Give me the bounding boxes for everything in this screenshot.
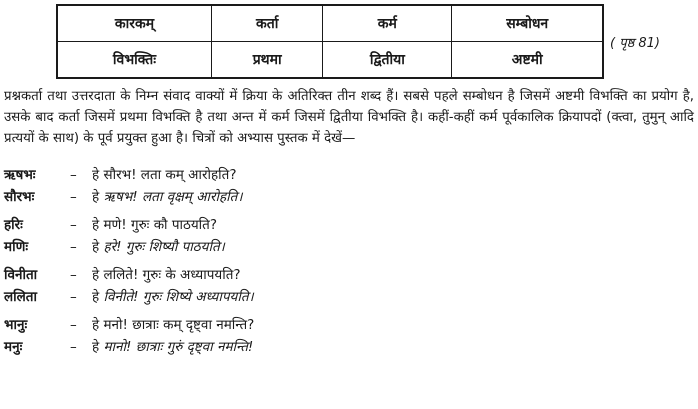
page-reference: ( पृष्ठ 81) — [610, 36, 660, 51]
dash: – — [70, 267, 77, 283]
dash: – — [70, 167, 77, 183]
answer-prefix: हे — [92, 189, 100, 205]
dialogue-list — [4, 164, 694, 364]
table-cell: अष्टमी — [452, 42, 603, 79]
question-line — [4, 264, 694, 286]
question-text: हे सौरभ! लता कम् आरोहति? — [92, 167, 237, 183]
speaker-name: ललिता — [4, 289, 37, 305]
table-header-row — [57, 5, 603, 42]
table-cell: द्वितीया — [323, 42, 452, 79]
speaker-name: मनुः — [4, 339, 23, 355]
speaker-name: मणिः — [4, 239, 29, 255]
dialogue-pair — [4, 314, 694, 358]
table-cell: विभक्तिः — [57, 42, 212, 79]
question-text: हे मणे! गुरुः कौ पाठयति? — [92, 217, 218, 233]
karak-table — [56, 4, 604, 79]
table-row — [57, 42, 603, 79]
question-line — [4, 164, 694, 186]
answer-prefix: हे — [92, 289, 100, 305]
answer-line — [4, 286, 694, 308]
dash: – — [70, 317, 77, 333]
dash: – — [70, 217, 77, 233]
table-cell: कर्म — [323, 5, 452, 42]
answer-prefix: हे — [92, 339, 100, 355]
question-text: हे मनो! छात्राः कम् दृष्ट्वा नमन्ति? — [92, 317, 255, 333]
answer-line — [4, 336, 694, 358]
question-line — [4, 214, 694, 236]
speaker-name: भानुः — [4, 317, 28, 333]
question-line — [4, 314, 694, 336]
answer-prefix: हे — [92, 239, 100, 255]
dash: – — [70, 339, 77, 355]
speaker-name: सौरभः — [4, 189, 35, 205]
answer-line — [4, 186, 694, 208]
speaker-name: हरिः — [4, 217, 23, 233]
dialogue-pair — [4, 164, 694, 208]
table-cell: सम्बोधन — [452, 5, 603, 42]
answer-text: मानो! छात्राः गुरुं दृष्ट्वा नमन्ति! — [103, 339, 254, 355]
dash: – — [70, 239, 77, 255]
dialogue-pair — [4, 214, 694, 258]
dialogue-pair — [4, 264, 694, 308]
speaker-name: ऋषभः — [4, 167, 36, 183]
dash: – — [70, 189, 77, 205]
table-cell: प्रथमा — [212, 42, 323, 79]
dash: – — [70, 289, 77, 305]
question-text: हे ललिते! गुरुः के अध्यापयति? — [92, 267, 241, 283]
answer-text: ऋषभ! लता वृक्षम् आरोहति। — [103, 189, 243, 205]
table-cell: कर्ता — [212, 5, 323, 42]
answer-text: विनीते! गुरुः शिष्ये अध्यापयति। — [103, 289, 254, 305]
explanation-paragraph: प्रश्नकर्ता तथा उत्तरदाता के निम्न संवाद वाक्यों में क्रिया के अतिरिक्त तीन शब्द हैं। सबसे पहले सम्बोधन है जिसमें अष्टमी विभक्ति का प्रयोग है, उसके बाद कर्ता जिसमें प्रथमा विभक्ति है तथा अन्त में कर्म जिसमें द्वितीया विभक्ति है। कहीं-कहीं कर्म पूर्वकालिक क्रियापदों (क्त्वा, तुमुन् आदि प्रत्ययों के साथ) के पूर्व प्रयुक्त हुआ है। चित्रों को अभ्यास पुस्तक में देखें— — [4, 89, 694, 146]
table-cell: कारकम् — [57, 5, 212, 42]
answer-text: हरे! गुरुः शिष्यौ पाठयति। — [103, 239, 225, 255]
answer-line — [4, 236, 694, 258]
speaker-name: विनीता — [4, 267, 38, 283]
